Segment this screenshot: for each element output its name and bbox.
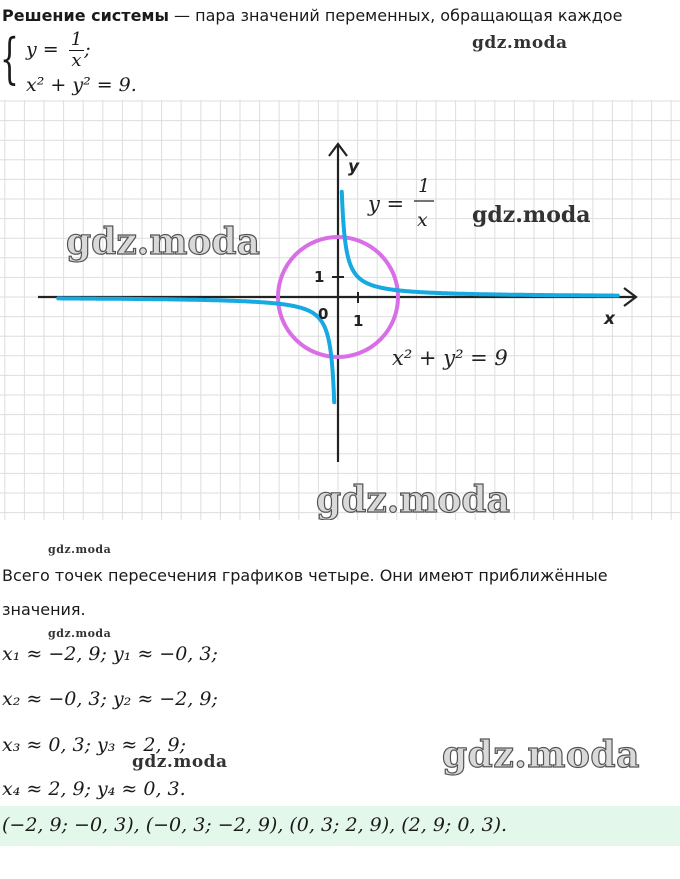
watermark-below-graph: gdz.moda [48,543,112,556]
y-axis-label: y [348,157,360,177]
watermark-solution-1: gdz.moda [48,627,112,640]
answer-text: (−2, 9; −0, 3), (−0, 3; −2, 9), (0, 3; 2, 9), (2, 9; 0, 3). [2,814,508,836]
system-brace: { [0,27,19,90]
text-line-1: Всего точек пересечения графиков четыре. Они имеют приближённые [2,566,608,585]
x-axis-label: x [604,309,615,329]
solution-4: x₄ ≈ 2, 9; y₄ ≈ 0, 3. [2,778,186,800]
solution-3: x₃ ≈ 0, 3; y₃ ≈ 2, 9; [2,734,187,756]
watermark-graph-left: gdz.moda [66,221,260,263]
watermark-big-right: gdz.moda [442,734,640,776]
solution-1: x₁ ≈ −2, 9; y₁ ≈ −0, 3; [2,643,218,665]
eq1-denominator: x [71,50,82,71]
equation-circle: x² + y² = 9. [26,74,137,96]
intro-text [2,6,622,25]
watermark-top: gdz.moda [472,33,568,53]
watermark-graph-right: gdz.moda [472,202,591,228]
eq1-end: ; [84,38,91,61]
origin-label: 0 [318,305,329,323]
hyperbola-label-left: y = [368,192,405,216]
eq1-fraction [69,30,84,71]
graph-grid [0,100,680,520]
eq1-left: y = [26,38,59,61]
intro-rest: — пара значений переменных, обращающая каждое [168,6,623,25]
tick-y-label: 1 [314,268,325,286]
text-line-2: значения. [2,600,86,619]
eq1-numerator: 1 [70,29,83,50]
solution-2: x₂ ≈ −0, 3; y₂ ≈ −2, 9; [2,688,218,710]
hyperbola-branch-left [58,298,334,402]
tick-x-label: 1 [353,312,364,330]
equation-system [0,28,300,100]
circle-label: x² + y² = 9 [392,346,508,370]
answer-box [0,806,680,846]
intro-bold: Решение системы [2,6,169,25]
watermark-graph-bottom: gdz.moda [316,479,510,520]
hyperbola-label-denominator: x [417,209,428,231]
graph-figure [0,100,680,520]
watermark-solution-3: gdz.moda [132,752,228,772]
hyperbola-label-numerator: 1 [418,175,431,197]
equation-hyperbola [26,30,91,71]
